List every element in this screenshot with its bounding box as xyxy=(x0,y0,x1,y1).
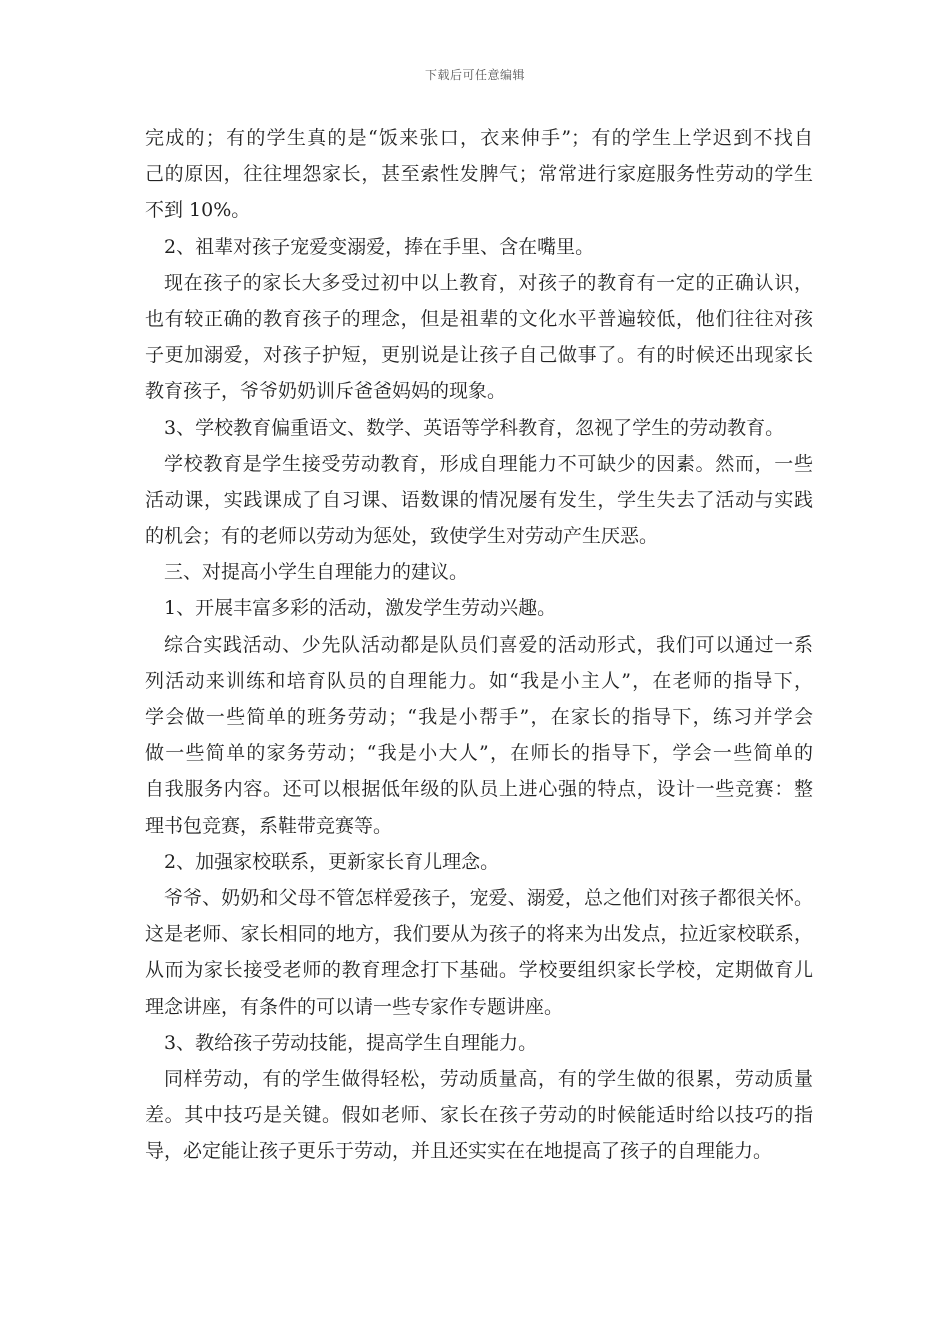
text-line: 爷爷、奶奶和父母不管怎样爱孩子，宠爱、溺爱，总之他们对孩子都很关怀。 xyxy=(164,886,813,909)
text-line: 差。其中技巧是关键。假如老师、家长在孩子劳动的时候能适时给以技巧的指 xyxy=(145,1104,813,1127)
text-line: 不到 10%。 xyxy=(145,199,251,222)
text-line: 从而为家长接受老师的教育理念打下基础。学校要组织家长学校，定期做育儿 xyxy=(145,959,813,982)
text-line: 的机会；有的老师以劳动为惩处，致使学生对劳动产生厌恶。 xyxy=(145,525,659,548)
text-line: 导，必定能让孩子更乐于劳动，并且还实实在在地提高了孩子的自理能力。 xyxy=(145,1140,773,1163)
text-line: 1、开展丰富多彩的活动，激发学生劳动兴趣。 xyxy=(164,597,557,620)
text-line: 完成的；有的学生真的是“饭来张口，衣来伸手”；有的学生上学迟到不找自 xyxy=(145,127,813,149)
text-line: 综合实践活动、少先队活动都是队员们喜爱的活动形式，我们可以通过一系 xyxy=(164,633,813,656)
text-line: 学会做一些简单的班务劳动；“我是小帮手”，在家长的指导下，练习并学会 xyxy=(145,706,813,728)
text-line: 3、学校教育偏重语文、数学、英语等学科教育，忽视了学生的劳动教育。 xyxy=(164,416,785,439)
text-line: 也有较正确的教育孩子的理念，但是祖辈的文化水平普遍较低，他们往往对孩 xyxy=(145,307,813,330)
text-line: 2、加强家校联系，更新家长育儿理念。 xyxy=(164,850,500,873)
text-line: 学校教育是学生接受劳动教育，形成自理能力不可缺少的因素。然而，一些 xyxy=(164,452,813,475)
text-line: 己的原因，往往埋怨家长，甚至索性发脾气；常常进行家庭服务性劳动的学生 xyxy=(145,163,813,186)
text-line: 同样劳动，有的学生做得轻松，劳动质量高，有的学生做的很累，劳动质量 xyxy=(164,1067,813,1090)
text-line: 列活动来训练和培育队员的自理能力。如“我是小主人”，在老师的指导下， xyxy=(145,669,813,692)
text-line: 理书包竞赛，系鞋带竞赛等。 xyxy=(145,814,393,837)
text-line: 3、教给孩子劳动技能，提高学生自理能力。 xyxy=(164,1031,538,1054)
text-line: 做一些简单的家务劳动；“我是小大人”，在师长的指导下，学会一些简单的 xyxy=(145,742,813,765)
text-line: 活动课，实践课成了自习课、语数课的情况屡有发生，学生失去了活动与实践 xyxy=(145,488,813,511)
text-line: 教育孩子，爷爷奶奶训斥爸爸妈妈的现象。 xyxy=(145,380,507,403)
text-line: 子更加溺爱，对孩子护短，更别说是让孩子自己做事了。有的时候还出现家长 xyxy=(145,344,813,367)
text-line: 2、祖辈对孩子宠爱变溺爱，捧在手里、含在嘴里。 xyxy=(164,235,595,258)
text-line: 三、对提高小学生自理能力的建议。 xyxy=(164,561,469,584)
header-note: 下载后可任意编辑 xyxy=(424,68,525,82)
text-line: 自我服务内容。还可以根据低年级的队员上进心强的特点，设计一些竞赛：整 xyxy=(145,778,813,801)
body-text xyxy=(145,120,813,1169)
text-line: 现在孩子的家长大多受过初中以上教育，对孩子的教育有一定的正确认识， xyxy=(164,271,813,294)
text-line: 理念讲座，有条件的可以请一些专家作专题讲座。 xyxy=(145,995,564,1018)
text-line: 这是老师、家长相同的地方，我们要从为孩子的将来为出发点，拉近家校联系， xyxy=(145,923,813,946)
